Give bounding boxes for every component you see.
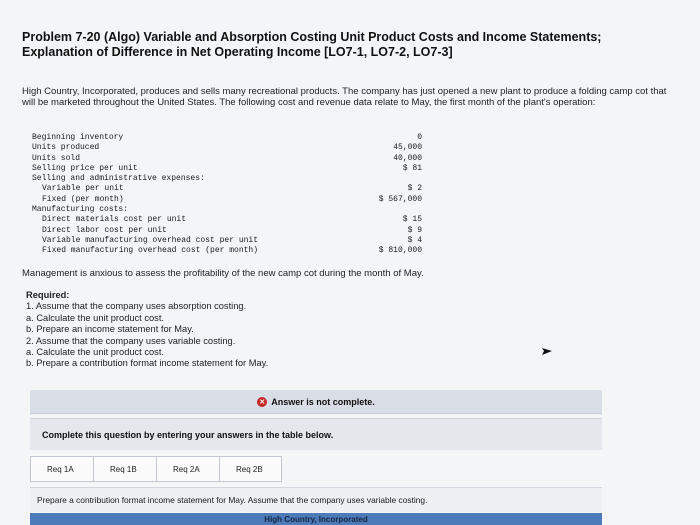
tab-req-2a[interactable]: Req 2A: [156, 456, 219, 482]
data-row-value: $ 810,000: [378, 246, 422, 256]
data-row-label: Fixed manufacturing overhead cost (per month): [42, 246, 259, 256]
data-row: [32, 143, 422, 153]
required-item: 2. Assume that the company uses variable costing.: [26, 335, 236, 346]
data-row: [32, 195, 422, 205]
data-row-label: Direct materials cost per unit: [42, 215, 187, 225]
data-row-value: $ 9: [407, 225, 422, 235]
x-circle-icon: ✕: [257, 397, 267, 407]
data-row: [32, 236, 422, 246]
tab-req-1b[interactable]: Req 1B: [93, 456, 156, 482]
requirement-tabs: [30, 456, 282, 482]
data-row-value: $ 2: [407, 184, 422, 194]
data-row: [32, 174, 422, 184]
data-row-label: Direct labor cost per unit: [42, 225, 167, 235]
data-row-value: $ 81: [402, 163, 422, 173]
data-row-value: 45,000: [393, 143, 422, 153]
data-row: [32, 184, 422, 194]
required-item: b. Prepare an income statement for May.: [26, 324, 194, 335]
requirement-prompt: Prepare a contribution format income statement for May. Assume that the company uses variable costing.: [30, 487, 602, 512]
data-row-label: Units produced: [32, 143, 100, 153]
data-row-label: Fixed (per month): [42, 194, 124, 204]
data-row: [32, 205, 422, 215]
data-row: [32, 154, 422, 164]
cost-revenue-data-table: [32, 133, 422, 257]
data-row: [32, 246, 422, 256]
data-row-value: $ 567,000: [378, 194, 422, 204]
required-section: [26, 290, 426, 370]
data-row-label: Variable manufacturing overhead cost per unit: [42, 235, 259, 245]
data-row-label: Selling price per unit: [32, 163, 138, 173]
data-row-label: Units sold: [32, 153, 81, 163]
data-row: [32, 215, 422, 225]
problem-intro: High Country, Incorporated, produces and sells many recreational products. The company has just opened a new plant to produce a folding camp cot that will be marketed throughout the United States. The following cost and revenue data relate to May, the first month of the plant's operation:: [22, 86, 667, 108]
data-row: [32, 133, 422, 143]
data-row-label: Beginning inventory: [32, 133, 124, 142]
data-row-value: $ 4: [407, 235, 422, 245]
required-item: 1. Assume that the company uses absorption costing.: [26, 301, 247, 312]
data-row-value: 40,000: [393, 153, 422, 163]
data-row-value: $ 15: [402, 215, 422, 225]
required-item: b. Prepare a contribution format income statement for May.: [26, 358, 269, 369]
tab-req-1a[interactable]: Req 1A: [30, 456, 93, 482]
required-item: a. Calculate the unit product cost.: [26, 347, 164, 358]
data-row-value: 0: [417, 133, 422, 142]
data-row: [32, 164, 422, 174]
problem-title: Problem 7-20 (Algo) Variable and Absorption Costing Unit Product Costs and Income Statements; Explanation of Difference in Net Operating Income [LO7-1, LO7-2, LO7-3]: [22, 30, 602, 59]
data-row: [32, 226, 422, 236]
management-text: Management is anxious to assess the profitability of the new camp cot during the month of May.: [22, 268, 424, 279]
required-item: a. Calculate the unit product cost.: [26, 312, 164, 323]
required-heading: Required:: [26, 290, 70, 300]
answer-status-bar: [30, 390, 602, 414]
instruction-bar: Complete this question by entering your answers in the table below.: [30, 418, 602, 450]
income-statement-header: High Country, Incorporated: [30, 513, 602, 525]
data-row-label: Selling and administrative expenses:: [32, 174, 205, 184]
data-row-label: Variable per unit: [42, 184, 124, 194]
answer-status-text: Answer is not complete.: [271, 396, 375, 407]
mouse-pointer-icon: [541, 344, 553, 358]
tab-req-2b[interactable]: Req 2B: [219, 456, 282, 482]
data-row-label: Manufacturing costs:: [32, 205, 129, 215]
